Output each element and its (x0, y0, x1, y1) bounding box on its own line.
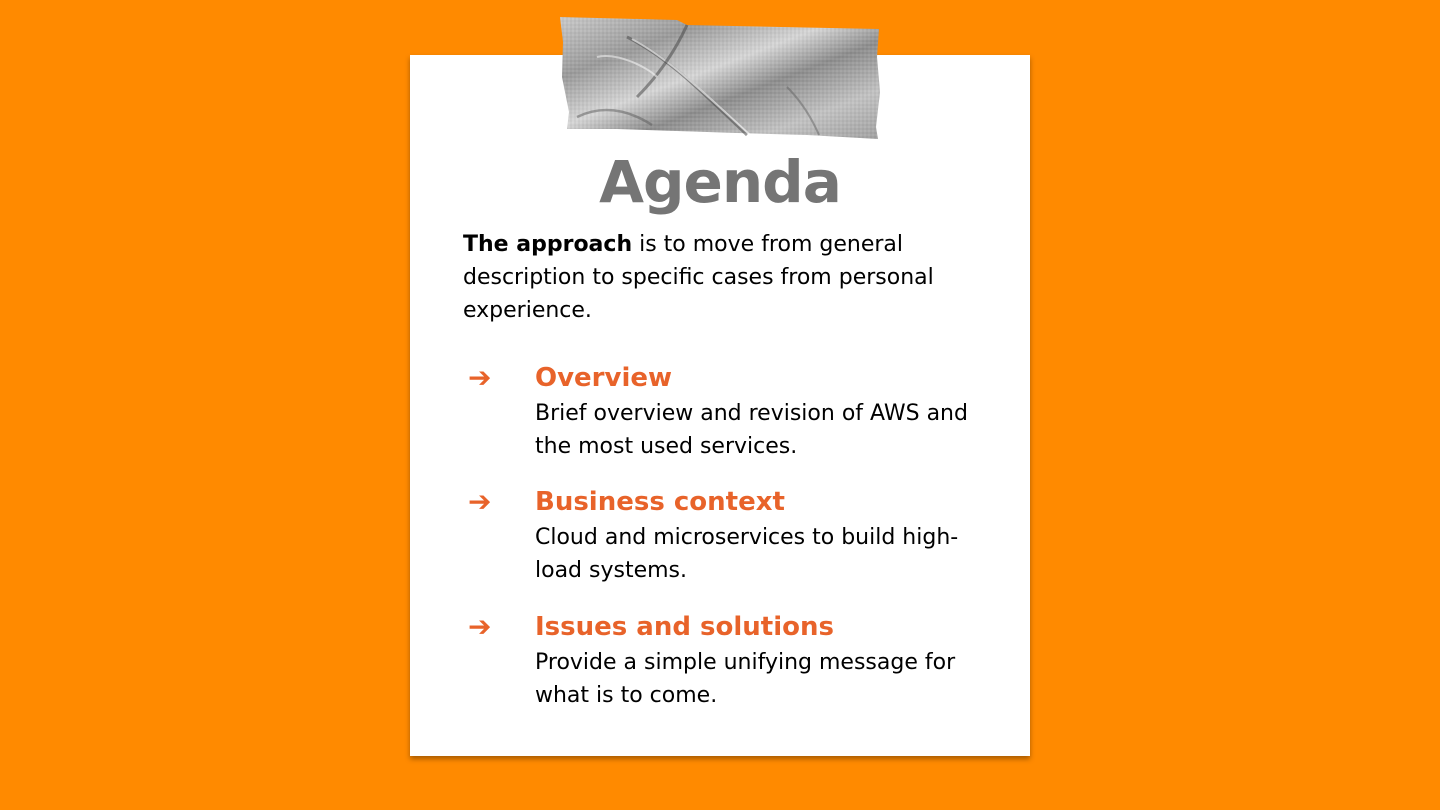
page-title: Agenda (599, 148, 841, 216)
agenda-item-title: Business context (535, 487, 785, 517)
agenda-card (410, 55, 1030, 756)
agenda-item-description: Cloud and microservices to build high-load systems. (535, 525, 959, 583)
intro-paragraph (463, 228, 983, 327)
right-arrow-icon: ➔ (468, 361, 492, 394)
intro-bold-text: The approach (463, 232, 633, 257)
intro-text: is to move from general description to specific cases from personal experience. (463, 232, 934, 323)
duct-tape-decoration (557, 17, 881, 141)
agenda-item-title: Issues and solutions (535, 612, 834, 642)
agenda-item-description: Provide a simple unifying message for what is to come. (535, 650, 956, 708)
right-arrow-icon: ➔ (468, 485, 492, 518)
right-arrow-icon: ➔ (468, 610, 492, 643)
agenda-item-title: Overview (535, 363, 673, 393)
agenda-item-description: Brief overview and revision of AWS and the most used services. (535, 401, 968, 459)
